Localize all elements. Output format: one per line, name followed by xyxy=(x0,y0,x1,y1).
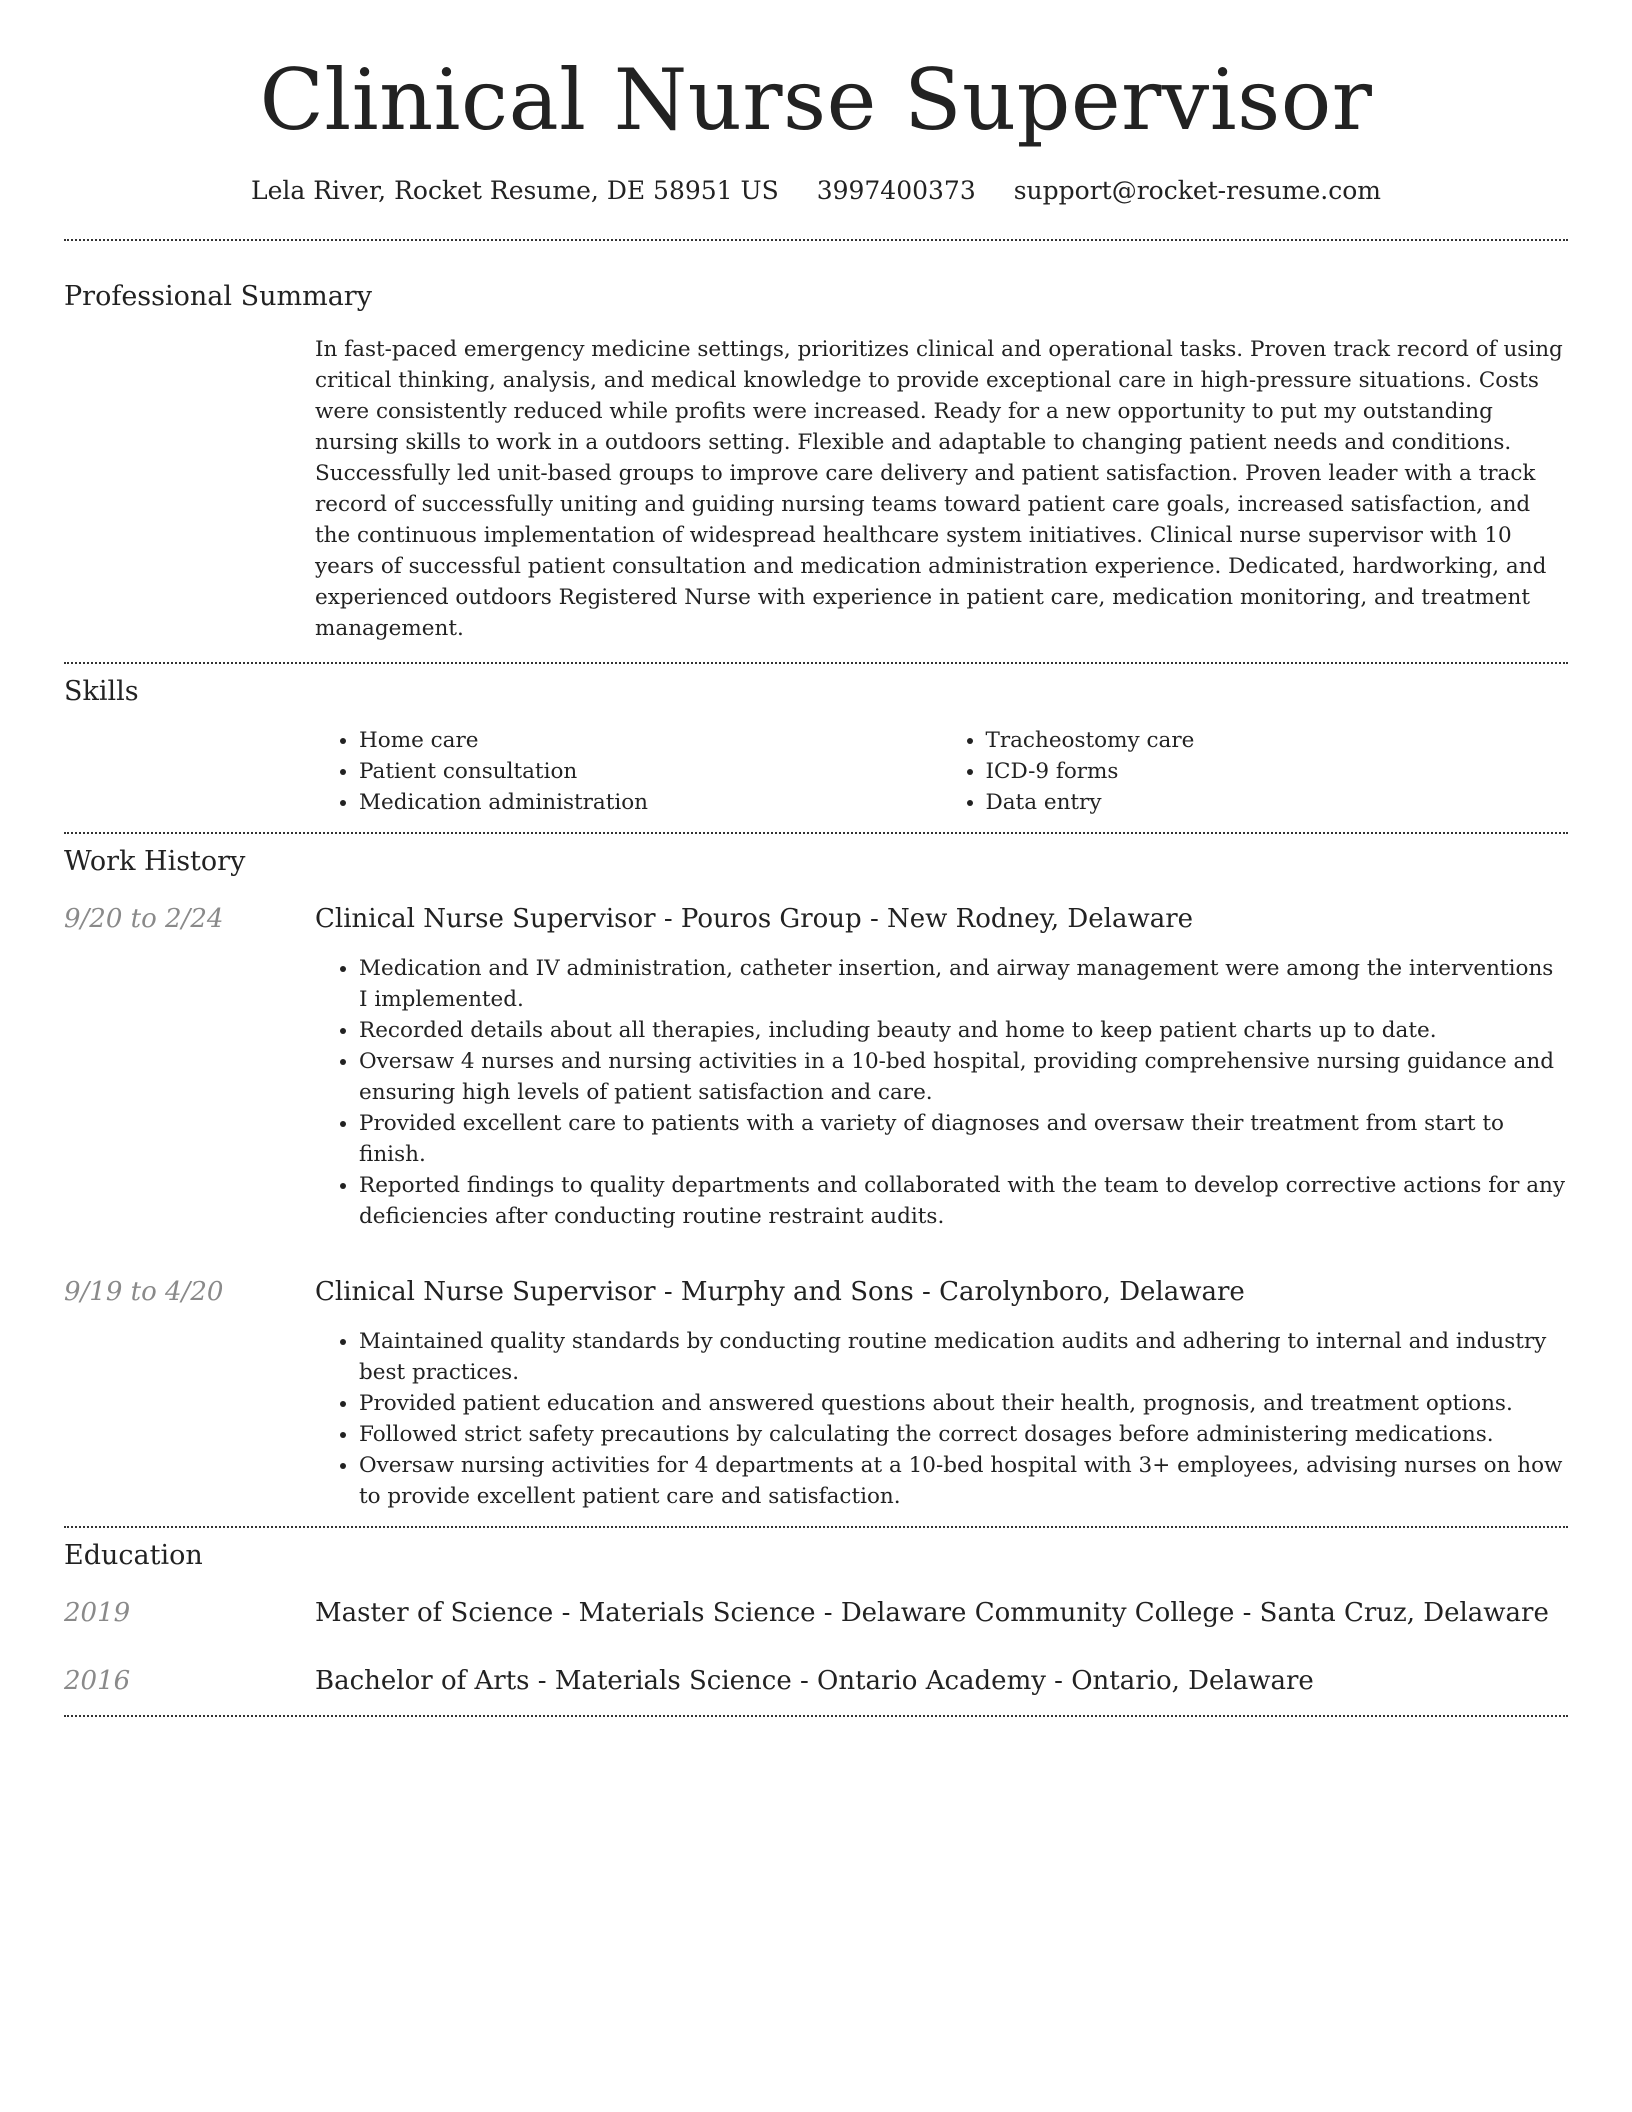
education-entry xyxy=(64,1665,1568,1697)
skill-item: • Data entry xyxy=(986,787,1569,818)
education-title: Master of Science - Materials Science - Delaware Community College - Santa Cruz, Delaware xyxy=(315,1598,1549,1628)
job-bullet: • Provided excellent care to patients with a variety of diagnoses and oversaw their treatment from start to finish. xyxy=(359,1108,1568,1170)
summary-text: In fast-paced emergency medicine settings, prioritizes clinical and operational tasks. Proven track record of using critical thinking, analysis, and medical knowledge to provide exceptional care in high-pressure situations. Costs were consistently reduced while profits were increased. Ready for a new opportunity to put my outstanding nursing skills to work in a outdoors setting. Flexible and adaptable to changing patient needs and conditions. Successfully led unit-based groups to improve care delivery and patient satisfaction. Proven leader with a track record of successfully uniting and guiding nursing teams toward patient care goals, increased satisfaction, and the continuous implementation of widespread healthcare system initiatives. Clinical nurse supervisor with 10 years of successful patient consultation and medication administration experience. Dedicated, hardworking, and experienced outdoors Registered Nurse with experience in patient care, medication monitoring, and treatment management. xyxy=(315,337,1563,641)
section-divider xyxy=(64,832,1568,834)
contact-line xyxy=(64,176,1568,205)
contact-address: Lela River, Rocket Resume, DE 58951 US xyxy=(250,176,779,205)
contact-phone: 3997400373 xyxy=(816,176,976,205)
skills-list-right xyxy=(942,725,1569,818)
job-dates: 9/20 to 2/24 xyxy=(64,904,224,934)
work-heading: Work History xyxy=(64,846,246,877)
job-bullet: • Medication and IV administration, catheter insertion, and airway management were among the interventions I implemented. xyxy=(359,953,1568,1015)
job-bullets xyxy=(315,953,1568,1232)
job-bullet: • Oversaw nursing activities for 4 departments at a 10-bed hospital with 3+ employees, advising nurses on how to provide excellent patient care and satisfaction. xyxy=(359,1450,1568,1512)
education-heading: Education xyxy=(64,1540,203,1571)
work-section xyxy=(64,846,1568,1512)
job-bullets xyxy=(315,1326,1568,1512)
contact-email: support@rocket-resume.com xyxy=(1013,176,1382,205)
skill-item: • Patient consultation xyxy=(359,756,942,787)
education-year: 2019 xyxy=(64,1598,131,1628)
job-entry xyxy=(64,1276,1568,1512)
job-dates: 9/19 to 4/20 xyxy=(64,1277,224,1307)
summary-heading: Professional Summary xyxy=(64,281,372,312)
education-year: 2016 xyxy=(64,1666,131,1696)
skill-item: • ICD-9 forms xyxy=(986,756,1569,787)
job-title: Clinical Nurse Supervisor - Murphy and Sons - Carolynboro, Delaware xyxy=(315,1277,1245,1307)
job-bullet: • Recorded details about all therapies, including beauty and home to keep patient charts up to date. xyxy=(359,1015,1568,1046)
job-bullet: • Reported findings to quality departments and collaborated with the team to develop corrective actions for any deficiencies after conducting routine restraint audits. xyxy=(359,1170,1568,1232)
section-divider xyxy=(64,239,1568,241)
skill-item: • Tracheostomy care xyxy=(986,725,1569,756)
education-entry xyxy=(64,1597,1568,1629)
skills-list-left xyxy=(315,725,942,818)
education-section xyxy=(64,1540,1568,1697)
job-bullet: • Provided patient education and answered questions about their health, prognosis, and treatment options. xyxy=(359,1388,1568,1419)
job-bullet: • Oversaw 4 nurses and nursing activities in a 10-bed hospital, providing comprehensive nursing guidance and ensuring high levels of patient satisfaction and care. xyxy=(359,1046,1568,1108)
job-bullet: • Maintained quality standards by conducting routine medication audits and adhering to internal and industry best practices. xyxy=(359,1326,1568,1388)
job-entry xyxy=(64,903,1568,1232)
skills-heading: Skills xyxy=(64,676,139,707)
section-divider xyxy=(64,662,1568,664)
skills-section xyxy=(64,676,1568,818)
resume-name: Clinical Nurse Supervisor xyxy=(259,51,1373,149)
summary-section xyxy=(64,281,1568,644)
section-divider xyxy=(64,1526,1568,1528)
job-bullet: • Followed strict safety precautions by calculating the correct dosages before administering medications. xyxy=(359,1419,1568,1450)
section-divider xyxy=(64,1715,1568,1717)
skill-item: • Home care xyxy=(359,725,942,756)
education-title: Bachelor of Arts - Materials Science - Ontario Academy - Ontario, Delaware xyxy=(315,1666,1314,1696)
job-title: Clinical Nurse Supervisor - Pouros Group - New Rodney, Delaware xyxy=(315,904,1194,934)
skill-item: • Medication administration xyxy=(359,787,942,818)
